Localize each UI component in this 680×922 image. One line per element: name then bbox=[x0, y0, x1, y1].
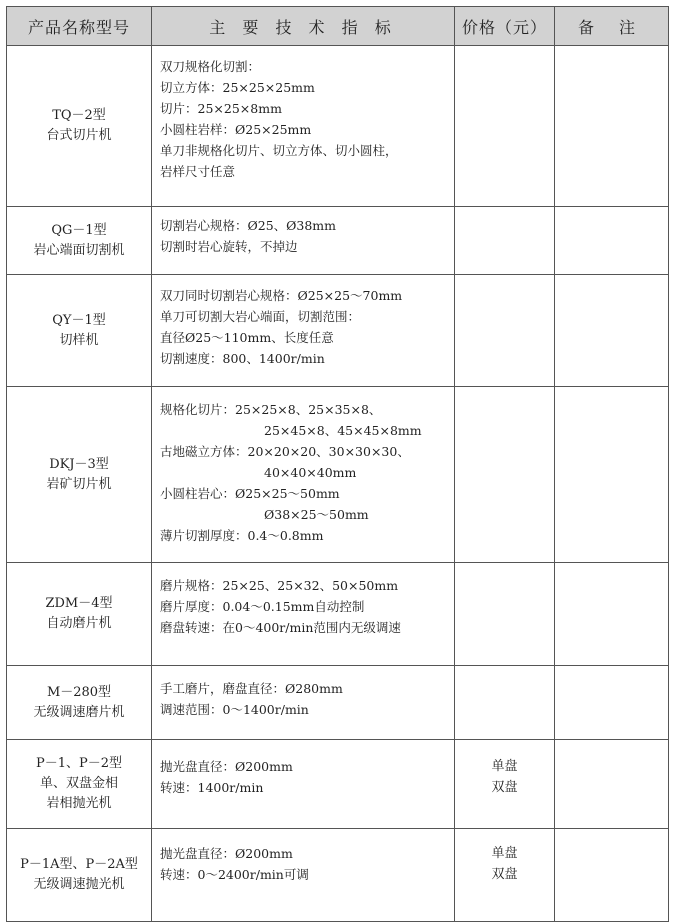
note-cell bbox=[555, 207, 669, 275]
product-model: P－1A型、P－2A型 bbox=[20, 857, 138, 872]
table-row bbox=[7, 829, 669, 922]
product-description: 无级调速磨片机 bbox=[33, 704, 125, 720]
spec-line: 磨片规格：25×25、25×32、50×50mm bbox=[160, 578, 399, 593]
note-cell bbox=[555, 563, 669, 666]
spec-line: 单刀非规格化切片、切立方体、切小圆柱， bbox=[160, 143, 398, 158]
spec-line: 调速范围：0～1400r/min bbox=[160, 702, 309, 717]
product-description: 无级调速抛光机 bbox=[33, 877, 125, 892]
price-cell bbox=[455, 740, 555, 829]
product-name-cell bbox=[7, 740, 152, 829]
spec-cell bbox=[152, 563, 455, 666]
spec-cell bbox=[152, 387, 455, 563]
product-name-cell bbox=[7, 387, 152, 563]
spec-line: 手工磨片，磨盘直径：Ø280mm bbox=[160, 681, 343, 696]
price-cell bbox=[455, 666, 555, 740]
note-cell bbox=[555, 829, 669, 922]
spec-cell bbox=[152, 207, 455, 275]
product-description: 单、双盘金相 bbox=[39, 776, 118, 791]
price-option: 双盘 bbox=[491, 867, 518, 882]
price-option: 单盘 bbox=[491, 846, 518, 861]
spec-line: 转速：0～2400r/min可调 bbox=[160, 867, 309, 882]
product-model: ZDM－4型 bbox=[45, 596, 113, 611]
header-notes: 备 注 bbox=[555, 7, 669, 46]
spec-line: 岩样尺寸任意 bbox=[160, 164, 236, 179]
note-cell bbox=[555, 46, 669, 207]
table-row bbox=[7, 387, 669, 563]
spec-line: 直径Ø25～110mm、长度任意 bbox=[160, 330, 334, 345]
spec-line: Ø38×25～50mm bbox=[264, 507, 369, 522]
price-cell bbox=[455, 207, 555, 275]
spec-line: 小圆柱岩样：Ø25×25mm bbox=[160, 122, 312, 137]
spec-line: 规格化切片：25×25×8、25×35×8、 bbox=[160, 402, 382, 417]
header-product-name: 产品名称型号 bbox=[7, 7, 152, 46]
price-option: 双盘 bbox=[491, 780, 518, 795]
product-description: 岩矿切片机 bbox=[46, 476, 112, 492]
product-model: DKJ－3型 bbox=[49, 456, 109, 472]
spec-line: 单刀可切割大岩心端面，切割范围： bbox=[160, 309, 361, 324]
spec-line: 切割速度：800、1400r/min bbox=[160, 351, 325, 366]
table-row bbox=[7, 740, 669, 829]
table-row bbox=[7, 563, 669, 666]
spec-line: 双刀同时切割岩心规格：Ø25×25～70mm bbox=[160, 288, 403, 303]
product-spec-sheet bbox=[6, 6, 668, 910]
table-row bbox=[7, 46, 669, 207]
spec-line: 古地磁立方体：20×20×20、30×30×30、 bbox=[160, 444, 410, 459]
note-cell bbox=[555, 666, 669, 740]
product-model: TQ－2型 bbox=[52, 108, 106, 123]
spec-line: 薄片切割厚度：0.4～0.8mm bbox=[160, 528, 324, 543]
spec-line: 切立方体：25×25×25mm bbox=[160, 80, 315, 95]
product-name-cell bbox=[7, 207, 152, 275]
spec-cell bbox=[152, 666, 455, 740]
table-row bbox=[7, 207, 669, 275]
spec-line: 40×40×40mm bbox=[264, 465, 357, 480]
spec-cell bbox=[152, 740, 455, 829]
spec-line: 小圆柱岩心：Ø25×25～50mm bbox=[160, 486, 340, 501]
spec-line: 双刀规格化切割： bbox=[160, 59, 261, 74]
spec-line: 切片：25×25×8mm bbox=[160, 101, 282, 116]
product-description: 台式切片机 bbox=[46, 128, 112, 143]
price-cell bbox=[455, 387, 555, 563]
product-name-cell bbox=[7, 46, 152, 207]
price-cell bbox=[455, 563, 555, 666]
spec-line: 磨盘转速：在0～400r/min范围内无级调速 bbox=[160, 620, 401, 635]
header-specs: 主 要 技 术 指 标 bbox=[152, 7, 455, 46]
product-name-cell bbox=[7, 829, 152, 922]
table-row bbox=[7, 275, 669, 387]
spec-line: 转速：1400r/min bbox=[160, 780, 264, 795]
product-table bbox=[6, 6, 669, 922]
spec-cell bbox=[152, 275, 455, 387]
note-cell bbox=[555, 740, 669, 829]
spec-line: 抛光盘直径：Ø200mm bbox=[160, 759, 293, 774]
spec-line: 抛光盘直径：Ø200mm bbox=[160, 846, 293, 861]
product-model: QG－1型 bbox=[51, 222, 107, 238]
spec-line: 切割岩心规格：Ø25、Ø38mm bbox=[160, 218, 337, 233]
price-option: 单盘 bbox=[491, 759, 518, 774]
product-model: M－280型 bbox=[46, 684, 112, 700]
product-model: QY－1型 bbox=[52, 312, 106, 328]
product-model: P－1、P－2型 bbox=[35, 756, 123, 771]
price-cell bbox=[455, 275, 555, 387]
note-cell bbox=[555, 275, 669, 387]
product-description: 自动磨片机 bbox=[46, 616, 112, 631]
product-name-cell bbox=[7, 563, 152, 666]
spec-cell bbox=[152, 829, 455, 922]
price-cell bbox=[455, 46, 555, 207]
product-description: 切样机 bbox=[59, 332, 99, 348]
price-cell bbox=[455, 829, 555, 922]
spec-line: 磨片厚度：0.04～0.15mm自动控制 bbox=[160, 599, 365, 614]
product-name-cell bbox=[7, 666, 152, 740]
spec-line: 25×45×8、45×45×8mm bbox=[264, 423, 422, 438]
note-cell bbox=[555, 387, 669, 563]
table-row bbox=[7, 666, 669, 740]
spec-cell bbox=[152, 46, 455, 207]
product-description: 岩心端面切割机 bbox=[33, 242, 125, 258]
spec-line: 切割时岩心旋转，不掉边 bbox=[160, 239, 298, 254]
header-price: 价格（元） bbox=[455, 7, 555, 46]
header-row bbox=[7, 7, 669, 46]
product-name-cell bbox=[7, 275, 152, 387]
product-description: 岩相抛光机 bbox=[46, 796, 112, 811]
